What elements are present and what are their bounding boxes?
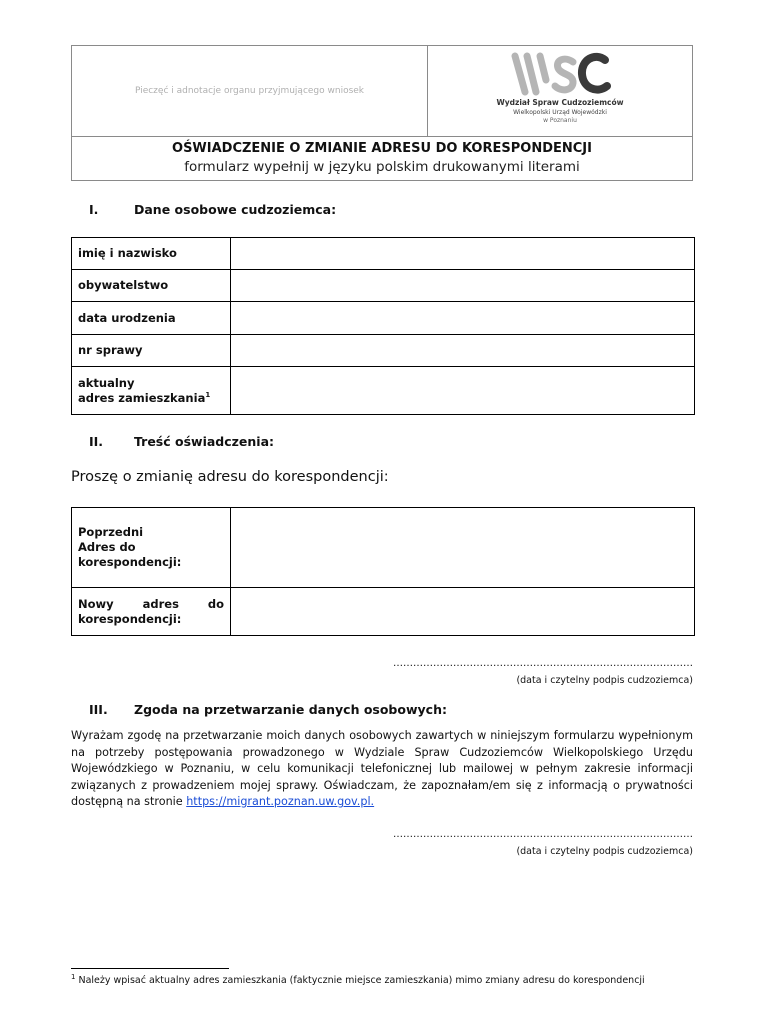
logo-subtitle-1: Wielkopolski Urząd Wojewódzki [513, 109, 607, 116]
consent-paragraph [71, 728, 693, 811]
signature-label-2: (data i czytelny podpis cudzoziemca) [516, 846, 693, 857]
section3-title: Zgoda na przetwarzanie danych osobowych: [134, 702, 447, 717]
label-previous-address [72, 508, 231, 588]
footnote-ref: 1 [205, 390, 211, 399]
logo-subtitle-2: w Poznaniu [543, 117, 577, 122]
label-case-number: nr sprawy [72, 335, 231, 367]
footnote [71, 973, 645, 986]
table-row [72, 270, 695, 302]
label-birth-date: data urodzenia [72, 302, 231, 335]
footnote-divider [71, 968, 229, 969]
wsc-logo-icon [511, 50, 611, 96]
label-new-address-line1: Nowy adres do [78, 596, 224, 611]
label-previous-address-line1: Poprzedni [78, 525, 144, 539]
current-address-field[interactable] [231, 367, 695, 415]
label-new-address-line2: korespondencji: [78, 611, 182, 626]
request-text: Proszę o zmianię adresu do korespondencji: [71, 469, 389, 485]
label-current-address-line1: aktualny [78, 375, 135, 390]
footnote-text: Należy wpisać aktualny adres zamieszkania (faktycznie miejsce zamieszkania) mimo zmiany adresu do korespondencji [78, 975, 645, 987]
label-new-address [72, 588, 231, 636]
logo-area [428, 46, 692, 137]
label-previous-address-line2: Adres do korespondencji: [78, 540, 182, 569]
table-row [72, 588, 695, 636]
stamp-area [72, 46, 428, 137]
table-row [72, 238, 695, 270]
logo-name: Wydział Spraw Cudzoziemców [496, 98, 624, 107]
consent-text: Wyrażam zgodę na przetwarzanie moich danych osobowych zawartych w niniejszym formularzu wypełnionym na potrzeby postępowania prowadzonego w Wydziale Spraw Cudzoziemców Wielkopolskiego Urzędu Wojewódzkiego w Poznaniu, w celu komunikacji telefonicznej lub mailowej w pełnym zakresie informacji związanych z prowadzeniem mojej sprawy. Oświadczam, że zapoznałam/em się z informacją o prywatności dostępną na stronie [71, 729, 693, 808]
table-row [72, 335, 695, 367]
label-current-address-line2: adres zamieszkania [78, 390, 206, 405]
table-row [72, 302, 695, 335]
signature-line-1[interactable]: ……………………………………………………………………………… [393, 658, 693, 669]
label-citizenship: obywatelstwo [72, 270, 231, 302]
table-row [72, 508, 695, 588]
section3-number: III. [89, 702, 108, 717]
signature-label-1: (data i czytelny podpis cudzoziemca) [516, 675, 693, 686]
title-area [72, 137, 692, 180]
personal-data-table [71, 237, 695, 415]
section2-title: Treść oświadczenia: [134, 434, 275, 449]
section2-number: II. [89, 434, 104, 449]
address-change-table [71, 507, 695, 636]
document-subtitle: formularz wypełnij w języku polskim drukowanymi literami [184, 159, 580, 175]
footnote-mark: 1 [71, 973, 76, 981]
privacy-link[interactable]: https://migrant.poznan.uw.gov.pl. [186, 795, 375, 808]
case-number-field[interactable] [231, 335, 695, 367]
stamp-placeholder: Pieczęć i adnotacje organu przyjmującego wniosek [134, 86, 365, 96]
name-field[interactable] [231, 238, 695, 270]
document-title: OŚWIADCZENIE O ZMIANIE ADRESU DO KORESPONDENCJI [172, 141, 592, 156]
previous-address-field[interactable] [231, 508, 695, 588]
section1-title: Dane osobowe cudzoziemca: [134, 202, 337, 217]
table-row [72, 367, 695, 415]
new-address-field[interactable] [231, 588, 695, 636]
header-box [71, 45, 693, 181]
label-name: imię i nazwisko [72, 238, 231, 270]
citizenship-field[interactable] [231, 270, 695, 302]
birth-date-field[interactable] [231, 302, 695, 335]
label-current-address [72, 367, 231, 415]
signature-line-2[interactable]: ……………………………………………………………………………… [393, 829, 693, 840]
section1-number: I. [89, 202, 99, 217]
